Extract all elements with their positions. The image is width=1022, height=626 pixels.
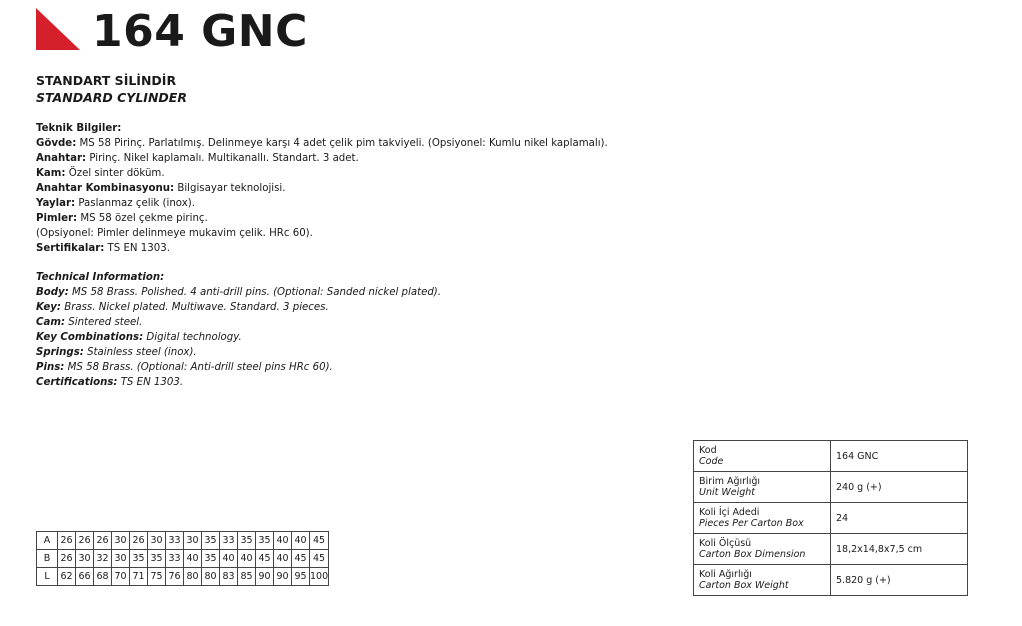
en-row-label: Key: — [36, 302, 61, 313]
tr-row-label: Anahtar: — [36, 153, 87, 164]
spec-key — [694, 441, 831, 472]
spec-table — [693, 440, 968, 596]
en-row-text: MS 58 Brass. Polished. 4 anti-drill pins. (Optional: Sanded nickel plated). — [68, 287, 442, 298]
spec-key-en: Code — [699, 456, 724, 467]
dimensions-cell: 40 — [184, 550, 202, 568]
spec-key — [694, 565, 831, 596]
spec-key — [694, 472, 831, 503]
spec-row — [694, 534, 968, 565]
spec-key — [694, 534, 831, 565]
tr-row — [36, 226, 608, 241]
dimensions-cell: 40 — [274, 532, 292, 550]
dimensions-cell: 66 — [76, 568, 94, 586]
spec-row — [694, 472, 968, 503]
dimensions-row — [37, 550, 329, 568]
dimensions-row — [37, 568, 329, 586]
dimensions-cell: 33 — [220, 532, 238, 550]
tr-row — [36, 241, 608, 256]
en-heading: Technical Information: — [36, 272, 165, 283]
spec-key-tr: Koli Ağırlığı — [699, 569, 752, 580]
en-row-label: Pins: — [36, 362, 65, 373]
dimensions-table — [36, 531, 329, 586]
en-row-text: MS 58 Brass. (Optional: Anti-drill steel pins HRc 60). — [64, 362, 333, 373]
dimensions-row-label: B — [37, 550, 58, 568]
subtitle-en: STANDARD CYLINDER — [36, 90, 187, 105]
tr-row — [36, 211, 608, 226]
tr-row-text: (Opsiyonel: Pimler delinmeye mukavim çelik. HRc 60). — [36, 228, 313, 239]
dimensions-cell: 68 — [94, 568, 112, 586]
dimensions-cell: 35 — [256, 532, 274, 550]
dimensions-cell: 76 — [166, 568, 184, 586]
dimensions-cell: 26 — [58, 550, 76, 568]
dimensions-cell: 35 — [238, 532, 256, 550]
dimensions-cell: 45 — [292, 550, 310, 568]
tr-row-text: Özel sinter döküm. — [65, 168, 165, 179]
tr-heading: Teknik Bilgiler: — [36, 123, 122, 134]
spec-key-en: Unit Weight — [699, 487, 756, 498]
tr-row-label: Kam: — [36, 168, 66, 179]
dimensions-cell: 90 — [256, 568, 274, 586]
dimensions-cell: 33 — [166, 532, 184, 550]
dimensions-cell: 26 — [58, 532, 76, 550]
brand-triangle-logo — [36, 8, 80, 50]
subtitle-tr: STANDART SİLİNDİR — [36, 73, 177, 88]
dimensions-cell: 40 — [238, 550, 256, 568]
dimensions-cell: 35 — [148, 550, 166, 568]
tr-row-label: Gövde: — [36, 138, 77, 149]
spec-value: 164 GNC — [831, 441, 968, 472]
en-row-label: Springs: — [36, 347, 84, 358]
en-row-text: TS EN 1303. — [117, 377, 184, 388]
dimensions-cell: 40 — [220, 550, 238, 568]
tr-row-label: Pimler: — [36, 213, 78, 224]
en-row — [36, 360, 441, 375]
spec-key-en: Carton Box Weight — [699, 580, 789, 591]
tr-row-text: Bilgisayar teknolojisi. — [174, 183, 286, 194]
tr-row — [36, 196, 608, 211]
spec-value: 24 — [831, 503, 968, 534]
en-row-text: Digital technology. — [143, 332, 242, 343]
dimensions-cell: 33 — [166, 550, 184, 568]
dimensions-cell: 100 — [310, 568, 329, 586]
en-row-label: Cam: — [36, 317, 66, 328]
dimensions-cell: 45 — [256, 550, 274, 568]
en-row-text: Brass. Nickel plated. Multiwave. Standard. 3 pieces. — [60, 302, 329, 313]
tr-row — [36, 151, 608, 166]
dimensions-cell: 35 — [202, 550, 220, 568]
tr-row — [36, 136, 608, 151]
spec-row — [694, 441, 968, 472]
en-row-label: Body: — [36, 287, 69, 298]
spec-key-en: Pieces Per Carton Box — [699, 518, 804, 529]
en-row — [36, 330, 441, 345]
spec-value: 18,2x14,8x7,5 cm — [831, 534, 968, 565]
dimensions-cell: 71 — [130, 568, 148, 586]
dimensions-cell: 83 — [220, 568, 238, 586]
dimensions-cell: 30 — [184, 532, 202, 550]
en-row-label: Key Combinations: — [36, 332, 144, 343]
dimensions-row-label: A — [37, 532, 58, 550]
dimensions-cell: 26 — [94, 532, 112, 550]
en-row-text: Sintered steel. — [65, 317, 143, 328]
dimensions-cell: 32 — [94, 550, 112, 568]
dimensions-cell: 26 — [76, 532, 94, 550]
en-row — [36, 285, 441, 300]
brand-triangle-shape — [36, 8, 80, 50]
spec-key-en: Carton Box Dimension — [699, 549, 806, 560]
tr-row-text: TS EN 1303. — [104, 243, 170, 254]
spec-key — [694, 503, 831, 534]
dimensions-cell: 45 — [310, 550, 329, 568]
dimensions-cell: 85 — [238, 568, 256, 586]
spec-value: 240 g (+) — [831, 472, 968, 503]
en-row — [36, 345, 441, 360]
spec-row — [694, 503, 968, 534]
en-row-text: Stainless steel (inox). — [83, 347, 197, 358]
dimensions-cell: 40 — [274, 550, 292, 568]
dimensions-row — [37, 532, 329, 550]
dimensions-cell: 26 — [130, 532, 148, 550]
tr-row — [36, 181, 608, 196]
dimensions-cell: 40 — [292, 532, 310, 550]
tr-row-text: Paslanmaz çelik (inox). — [75, 198, 195, 209]
en-row — [36, 300, 441, 315]
dimensions-cell: 30 — [112, 532, 130, 550]
product-title: 164 GNC — [92, 6, 308, 57]
spec-key-tr: Koli Ölçüsü — [699, 538, 752, 549]
dimensions-cell: 62 — [58, 568, 76, 586]
dimensions-cell: 90 — [274, 568, 292, 586]
spec-value: 5.820 g (+) — [831, 565, 968, 596]
dimensions-cell: 45 — [310, 532, 329, 550]
dimensions-cell: 80 — [184, 568, 202, 586]
en-row-label: Certifications: — [36, 377, 118, 388]
spec-key-tr: Birim Ağırlığı — [699, 476, 760, 487]
tr-row-text: Pirinç. Nikel kaplamalı. Multikanallı. Standart. 3 adet. — [86, 153, 359, 164]
dimensions-cell: 95 — [292, 568, 310, 586]
dimensions-cell: 75 — [148, 568, 166, 586]
dimensions-cell: 30 — [148, 532, 166, 550]
tr-row-label: Sertifikalar: — [36, 243, 105, 254]
en-row — [36, 315, 441, 330]
technical-info-en — [36, 270, 441, 390]
dimensions-row-label: L — [37, 568, 58, 586]
spec-key-tr: Koli İçi Adedi — [699, 507, 760, 518]
tr-row-label: Anahtar Kombinasyonu: — [36, 183, 175, 194]
dimensions-cell: 35 — [130, 550, 148, 568]
en-row — [36, 375, 441, 390]
spec-row — [694, 565, 968, 596]
dimensions-cell: 30 — [112, 550, 130, 568]
spec-key-tr: Kod — [699, 445, 717, 456]
technical-info-tr — [36, 121, 608, 256]
dimensions-cell: 70 — [112, 568, 130, 586]
dimensions-cell: 35 — [202, 532, 220, 550]
tr-row-text: MS 58 özel çekme pirinç. — [77, 213, 208, 224]
tr-row — [36, 166, 608, 181]
dimensions-cell: 80 — [202, 568, 220, 586]
tr-row-text: MS 58 Pirinç. Parlatılmış. Delinmeye karşı 4 adet çelik pim takviyeli. (Opsiyonel: Kumlu nikel kaplamalı). — [76, 138, 608, 149]
dimensions-cell: 30 — [76, 550, 94, 568]
tr-row-label: Yaylar: — [36, 198, 76, 209]
subtitle-block — [36, 72, 187, 106]
